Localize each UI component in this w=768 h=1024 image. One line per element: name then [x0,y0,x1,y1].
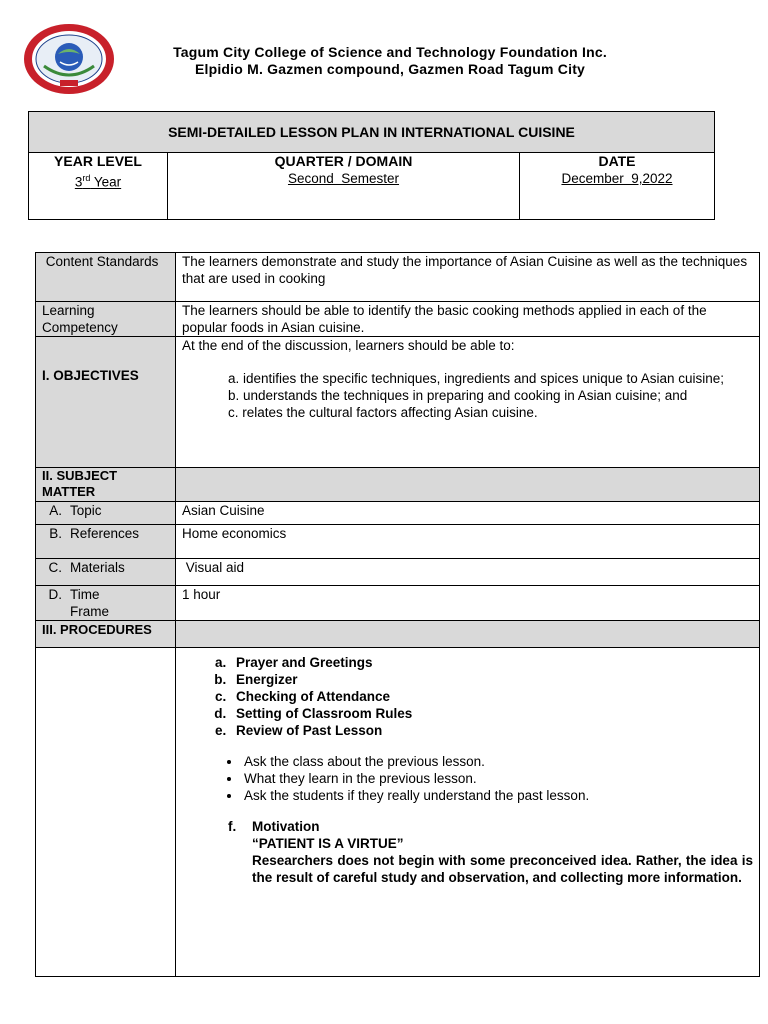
school-address: Elpidio M. Gazmen compound, Gazmen Road Tagum City [194,61,586,77]
motivation-section: f. Motivation “PATIENT IS A VIRTUE” Researchers does not begin with some preconceived idea. Rather, the idea is the result of careful study and observation, and collecting more information. [228,819,753,885]
objective-item: b. understands the techniques in preparing and cooking in Asian cuisine; and [228,388,688,403]
procedures-cell [176,648,760,977]
time-frame-value: 1 hour [176,586,760,621]
procedures-label: III. PROCEDURES [36,621,176,648]
materials-value: Visual aid [176,559,760,586]
subject-matter-empty [176,468,760,502]
objectives-intro: At the end of the discussion, learners should be able to: [182,338,515,353]
materials-label: C. Materials [36,559,176,586]
procedure-item: a. Prayer and Greetings [230,654,753,671]
school-header [140,44,640,78]
year-level-label: YEAR LEVEL [54,153,142,169]
learning-competency-label: Learning Competency [36,302,176,337]
quarter-value: Second Semester [287,171,400,186]
procedures-list [182,654,753,739]
references-value: Home economics [176,525,760,559]
procedures-empty [176,621,760,648]
time-frame-label: D. Time Frame [36,586,176,621]
procedure-item: c. Checking of Attendance [230,688,753,705]
lesson-content-table [35,252,760,977]
review-bullet: • What they learn in the previous lesson. [242,770,753,787]
review-bullet: • Ask the class about the previous lesson. [242,753,753,770]
motivation-label: Motivation [252,819,320,834]
quarter-cell [168,153,520,220]
date-label: DATE [598,153,636,169]
date-cell [520,153,715,220]
learning-competency-text: The learners should be able to identify the basic cooking methods applied in each of the popular foods in Asian cuisine. [176,302,760,337]
content-standards-text: The learners demonstrate and study the importance of Asian Cuisine as well as the techniques that are used in cooking [176,253,760,302]
year-level-value: 3rd Year [74,173,122,190]
objectives-cell [176,337,760,468]
objective-item: a. identifies the specific techniques, ingredients and spices unique to Asian cuisine; [228,371,725,386]
procedures-left-empty [36,648,176,977]
quarter-label: QUARTER / DOMAIN [274,153,413,169]
objective-item: c. relates the cultural factors affecting Asian cuisine. [228,405,538,420]
topic-value: Asian Cuisine [176,502,760,525]
motivation-text: Researchers does not begin with some preconceived idea. Rather, the idea is the result of careful study and observation, and collecting more information. [252,853,753,885]
topic-label: A. Topic [36,502,176,525]
school-seal-icon [22,22,116,96]
procedure-item: b. Energizer [230,671,753,688]
date-value: December 9,2022 [561,171,673,186]
procedure-item: e. Review of Past Lesson [230,722,753,739]
review-bullet: • Ask the students if they really understand the past lesson. [242,787,753,804]
plan-title: SEMI-DETAILED LESSON PLAN IN INTERNATIONAL CUISINE [29,112,715,153]
review-bullets [182,753,753,804]
content-standards-label: Content Standards [36,253,176,302]
objectives-label: I. OBJECTIVES [36,337,176,468]
school-name: Tagum City College of Science and Technology Foundation Inc. [173,44,607,60]
references-label: B. References [36,525,176,559]
subject-matter-label: II. SUBJECT MATTER [36,468,176,502]
procedure-item: d. Setting of Classroom Rules [230,705,753,722]
year-level-cell [29,153,168,220]
motivation-title: “PATIENT IS A VIRTUE” [252,836,404,851]
lesson-plan-header-table [28,111,715,220]
